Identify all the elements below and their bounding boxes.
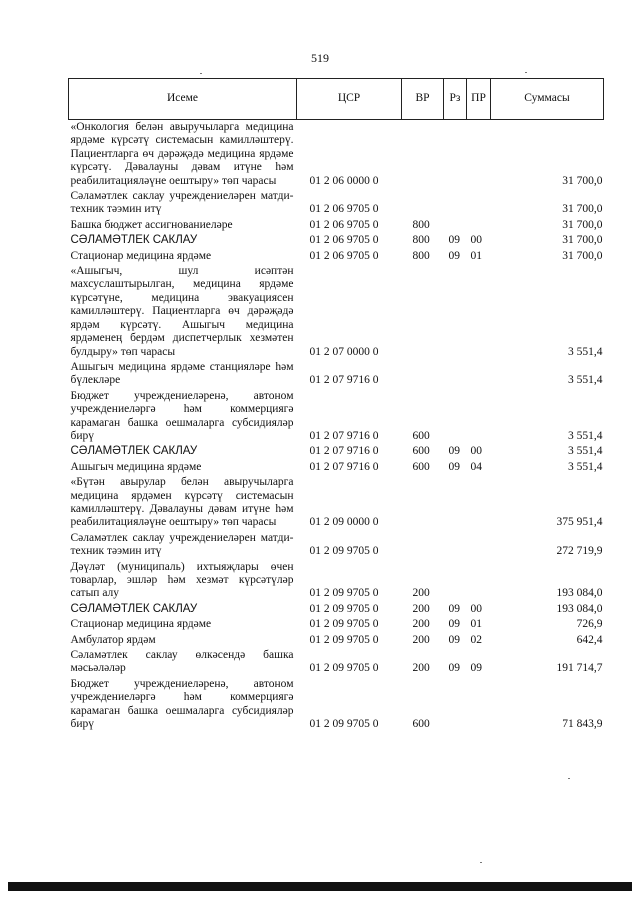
cell-sum: 726,9 [576,618,603,631]
cell-vr: 800 [412,234,430,247]
header-pr: ПР [467,79,491,120]
cell-rz: 09 [448,249,460,262]
cell-sum: 3 551,4 [568,374,603,387]
cell-vr: 800 [412,249,430,262]
table-row [69,233,604,248]
cell-rz [444,218,467,233]
cell-csr: 01 2 07 9716 0 [309,429,379,442]
cell-vr [402,531,444,560]
cell-vr: 200 [412,587,430,600]
cell-rz: 09 [448,662,460,675]
header-rz: Рз [444,79,467,120]
cell-sum: 375 951,4 [556,516,603,529]
cell-vr [402,264,444,360]
cell-name: Ашыгыч медицина ярдәме [70,460,202,473]
table-row [69,120,604,190]
cell-sum: 31 700,0 [562,203,603,216]
cell-pr: 04 [470,460,482,473]
cell-rz: 09 [448,460,460,473]
cell-rz [444,677,467,733]
cell-name: Амбулатор ярдәм [70,633,156,646]
cell-pr [467,560,491,602]
cell-rz [444,120,467,190]
table-row [69,249,604,264]
cell-rz [444,389,467,445]
cell-vr [402,189,444,218]
cell-name: Сәламәтлек саклау учреждениеләрен матди-техник тәэмин итү [70,190,294,216]
cell-pr [467,120,491,190]
cell-pr: 00 [470,602,482,615]
cell-name: СӘЛАМӘТЛЕК САКЛАУ [70,445,198,458]
table-row [69,360,604,389]
table-row [69,531,604,560]
cell-name: Сәламәтлек саклау учреждениеләрен матди-техник тәэмин итү [70,531,294,558]
scan-speck [568,778,570,779]
scan-speck [480,862,482,863]
cell-vr [402,120,444,190]
table-row [69,460,604,475]
cell-name: Бюджет учреждениеләренә, автоном учреждениеләргә һәм коммерциягә карамаган башка оешмаларга субсидияләр бирү [70,677,294,731]
cell-rz: 09 [448,633,460,646]
cell-pr: 01 [470,249,482,262]
cell-csr: 01 2 09 9705 0 [309,602,379,615]
cell-rz [444,264,467,360]
cell-vr: 200 [412,618,430,631]
table-body [69,120,604,733]
cell-pr [467,360,491,389]
cell-vr: 200 [412,662,430,675]
cell-rz [444,360,467,389]
cell-csr: 01 2 07 9716 0 [309,445,379,458]
cell-name: Стационар медицина ярдәме [70,249,212,262]
cell-rz: 09 [448,445,460,458]
cell-csr: 01 2 09 9705 0 [309,718,379,731]
cell-vr: 200 [412,602,430,615]
table-row [69,560,604,602]
cell-csr: 01 2 09 0000 0 [309,516,379,529]
table-row [69,389,604,445]
cell-pr [467,218,491,233]
scan-edge-bar [8,882,632,891]
cell-pr [467,475,491,531]
cell-rz [444,560,467,602]
cell-csr: 01 2 06 9705 0 [309,249,379,262]
header-vr: ВР [402,79,444,120]
cell-pr [467,389,491,445]
cell-sum: 3 551,4 [568,445,603,458]
cell-csr: 01 2 06 9705 0 [309,234,379,247]
cell-vr: 600 [412,718,430,731]
cell-pr: 02 [470,633,482,646]
cell-rz [444,475,467,531]
cell-csr: 01 2 07 0000 0 [309,345,379,358]
table-row [69,189,604,218]
cell-pr: 00 [470,234,482,247]
cell-name: СӘЛАМӘТЛЕК САКЛАУ [70,234,198,247]
cell-pr: 01 [470,618,482,631]
cell-sum: 3 551,4 [568,429,603,442]
cell-csr: 01 2 06 0000 0 [309,174,379,187]
header-csr: ЦСР [297,79,402,120]
cell-pr [467,189,491,218]
cell-sum: 642,4 [576,633,603,646]
cell-rz: 09 [448,618,460,631]
cell-csr: 01 2 09 9705 0 [309,618,379,631]
cell-vr: 600 [412,445,430,458]
cell-pr [467,677,491,733]
cell-name: Башка бюджет ассигнованиеләре [70,218,233,231]
cell-csr: 01 2 07 9716 0 [309,460,379,473]
cell-vr: 200 [412,633,430,646]
budget-table [68,78,604,732]
cell-sum: 191 714,7 [556,662,603,675]
table-row [69,617,604,632]
table-row [69,633,604,648]
header-name: Исеме [69,79,297,120]
cell-csr: 01 2 09 9705 0 [309,545,379,558]
cell-sum: 31 700,0 [562,218,603,231]
table-row [69,677,604,733]
cell-sum: 71 843,9 [562,718,603,731]
cell-name: «Бүтән авырулар белән авыручыларга медицина ярдәмен күрсәтү системасын камилләштерү. Дәвалауны дәвам итүне һәм реабилитацияләүне оештыру» төп чарасы [70,476,294,529]
cell-csr: 01 2 06 9705 0 [309,203,379,216]
table-row [69,602,604,617]
cell-sum: 31 700,0 [562,234,603,247]
cell-sum: 3 551,4 [568,460,603,473]
cell-name: «Онкология белән авыручыларга медицина ярдәме күрсәтү системасын камилләштерү. Пациентларга өч дәрәҗәдә медицина ярдәме күрсәтү. Дәвалауны дәвам итүне һәм реабилитацияләүне оештыру» төп чарасы [70,121,294,187]
cell-sum: 3 551,4 [568,345,603,358]
cell-rz: 09 [448,234,460,247]
page-number: 519 [311,51,329,65]
cell-name: Бюджет учреждениеләренә, автоном учреждениеләргә һәм коммерциягә карамаган башка оешмаларга субсидияләр бирү [70,389,294,442]
cell-sum: 31 700,0 [562,174,603,187]
cell-csr: 01 2 06 9705 0 [309,218,379,231]
cell-pr [467,531,491,560]
cell-name: Стационар медицина ярдәме [70,618,212,631]
cell-vr: 600 [412,429,430,442]
table-row [69,264,604,360]
cell-csr: 01 2 09 9705 0 [309,662,379,675]
cell-rz [444,531,467,560]
cell-rz: 09 [448,602,460,615]
table-row [69,218,604,233]
cell-vr: 800 [412,218,430,231]
header-sum: Суммасы [491,79,604,120]
cell-name: Дәүләт (муниципаль) ихтыяҗлары өчен товарлар, эшләр һәм хезмәт күрсәтүләр сатып алу [70,560,294,600]
cell-pr: 00 [470,445,482,458]
cell-rz [444,189,467,218]
cell-pr [467,264,491,360]
cell-pr: 09 [470,662,482,675]
cell-vr [402,360,444,389]
table-row [69,648,604,677]
table-row [69,475,604,531]
cell-vr: 600 [412,460,430,473]
cell-sum: 193 084,0 [556,587,603,600]
cell-csr: 01 2 09 9705 0 [309,587,379,600]
scan-speck [525,72,527,73]
cell-csr: 01 2 07 9716 0 [309,374,379,387]
cell-sum: 31 700,0 [562,249,603,262]
cell-csr: 01 2 09 9705 0 [309,633,379,646]
cell-name: «Ашыгыч, шул исәптән махсуслаштырылган, медицина ярдәме күрсәтүне, медицина эвакуациясен камилләштерү. Пациентларга өч дәрәҗәдә ярдәм күрсәтү. Ашыгыч медицина ярдәменең бердәм диспетчерлык хезмәтен булдыру» төп чарасы [70,265,294,358]
cell-name: Сәламәтлек саклау өлкәсендә башка мәсьәләләр [70,649,294,675]
cell-sum: 193 084,0 [556,602,603,615]
table-row [69,444,604,459]
cell-name: Ашыгыч медицина ярдәме станцияләре һәм бүлекләре [70,360,294,387]
cell-vr [402,475,444,531]
cell-sum: 272 719,9 [556,545,603,558]
cell-name: СӘЛАМӘТЛЕК САКЛАУ [70,602,198,615]
table-header-row [69,79,604,120]
scan-speck [200,73,202,74]
